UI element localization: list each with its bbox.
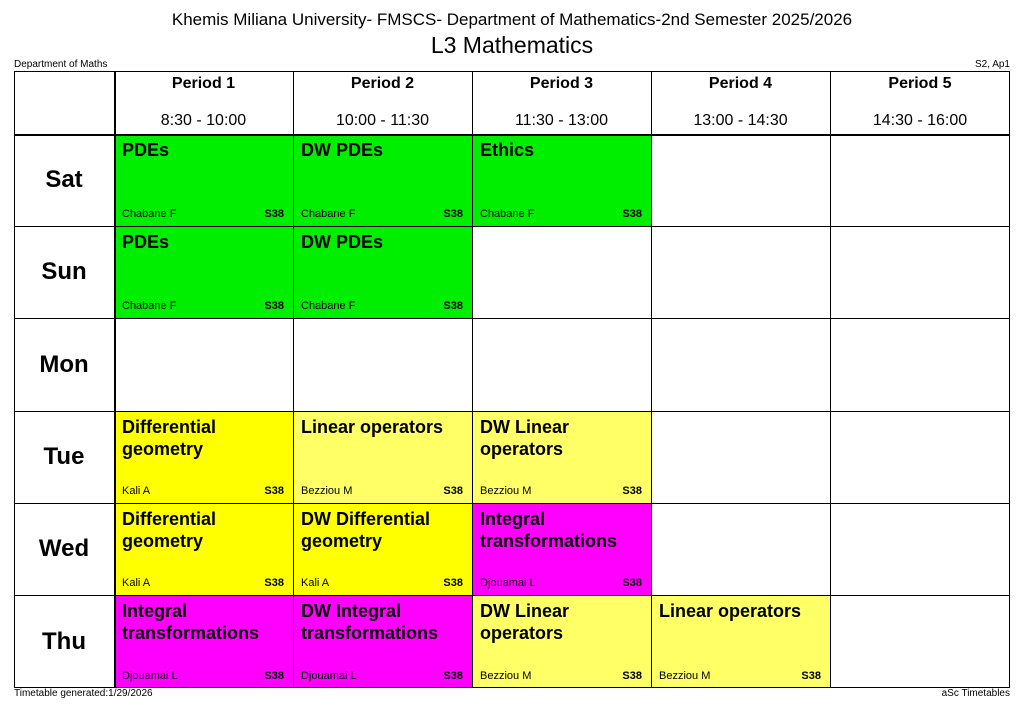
lesson-room: S38 bbox=[443, 670, 463, 682]
day-label: Sat bbox=[45, 166, 83, 193]
lesson-subject: Differential geometry bbox=[122, 509, 217, 551]
period-header-time: 13:00 - 14:30 bbox=[693, 112, 788, 129]
lesson-teacher: Djouamai L bbox=[122, 670, 178, 682]
period-header-name: Period 3 bbox=[529, 75, 594, 92]
period-header-name: Period 1 bbox=[171, 75, 236, 92]
lesson-subject: PDEs bbox=[122, 232, 170, 252]
period-header-name: Period 4 bbox=[708, 75, 773, 92]
lesson-room: S38 bbox=[622, 208, 642, 220]
lesson-subject: Integral transformations bbox=[122, 601, 260, 643]
semester-code: S2, Ap1 bbox=[974, 59, 1010, 70]
lesson-subject: Integral transformations bbox=[480, 509, 618, 551]
software-credit: aSc Timetables bbox=[941, 688, 1010, 699]
lesson-subject: DW Linear operators bbox=[480, 417, 570, 459]
lesson-teacher: Bezziou M bbox=[480, 485, 532, 497]
lesson-room: S38 bbox=[443, 485, 463, 497]
department-label: Department of Maths bbox=[14, 59, 108, 70]
day-label: Sun bbox=[41, 258, 87, 285]
lesson-subject: PDEs bbox=[122, 140, 170, 160]
lesson-room: S38 bbox=[443, 300, 463, 312]
lesson-room: S38 bbox=[264, 300, 284, 312]
lesson-teacher: Chabane F bbox=[301, 208, 356, 220]
day-label: Mon bbox=[39, 351, 89, 378]
generated-date: Timetable generated:1/29/2026 bbox=[14, 688, 153, 699]
day-label: Thu bbox=[42, 628, 86, 655]
lesson-subject: DW Linear operators bbox=[480, 601, 570, 643]
period-header-time: 8:30 - 10:00 bbox=[160, 112, 247, 129]
lesson-subject: Linear operators bbox=[659, 601, 802, 621]
lesson-room: S38 bbox=[264, 577, 284, 589]
lesson-subject: Differential geometry bbox=[122, 417, 217, 459]
lesson-teacher: Djouamai L bbox=[480, 577, 536, 589]
day-label: Tue bbox=[43, 443, 85, 470]
lesson-room: S38 bbox=[801, 670, 821, 682]
lesson-room: S38 bbox=[264, 670, 284, 682]
lesson-room: S38 bbox=[622, 485, 642, 497]
lesson-room: S38 bbox=[622, 577, 642, 589]
lesson-teacher: Bezziou M bbox=[659, 670, 711, 682]
lesson-room: S38 bbox=[622, 670, 642, 682]
lesson-teacher: Kali A bbox=[301, 577, 330, 589]
lesson-teacher: Bezziou M bbox=[480, 670, 532, 682]
lesson-subject: Ethics bbox=[480, 140, 535, 160]
timetable-grid bbox=[14, 71, 1010, 688]
period-header-name: Period 5 bbox=[888, 75, 952, 92]
lesson-subject: DW Integral transformations bbox=[301, 601, 439, 643]
lesson-subject: Linear operators bbox=[301, 417, 444, 437]
lesson-subject: DW PDEs bbox=[301, 232, 384, 252]
lesson-room: S38 bbox=[264, 485, 284, 497]
lesson-teacher: Chabane F bbox=[301, 300, 356, 312]
period-header-time: 14:30 - 16:00 bbox=[872, 112, 968, 129]
lesson-teacher: Djouamai L bbox=[301, 670, 357, 682]
lesson-teacher: Chabane F bbox=[122, 208, 177, 220]
lesson-subject: DW PDEs bbox=[301, 140, 384, 160]
lesson-room: S38 bbox=[443, 577, 463, 589]
lesson-subject: DW Differential geometry bbox=[301, 509, 431, 551]
period-header-name: Period 2 bbox=[350, 75, 415, 92]
day-label: Wed bbox=[38, 535, 90, 562]
university-header: Khemis Miliana University- FMSCS- Department of Mathematics-2nd Semester 2025/2026 bbox=[171, 10, 853, 29]
lesson-teacher: Kali A bbox=[122, 577, 151, 589]
period-header-time: 10:00 - 11:30 bbox=[335, 112, 430, 129]
lesson-teacher: Chabane F bbox=[122, 300, 177, 312]
lesson-room: S38 bbox=[264, 208, 284, 220]
grid-frame bbox=[14, 71, 1010, 688]
period-header-time: 11:30 - 13:00 bbox=[514, 112, 609, 129]
lesson-teacher: Kali A bbox=[122, 485, 151, 497]
lesson-teacher: Chabane F bbox=[480, 208, 535, 220]
timetable-title: L3 Mathematics bbox=[430, 32, 594, 58]
lesson-room: S38 bbox=[443, 208, 463, 220]
lesson-teacher: Bezziou M bbox=[301, 485, 353, 497]
